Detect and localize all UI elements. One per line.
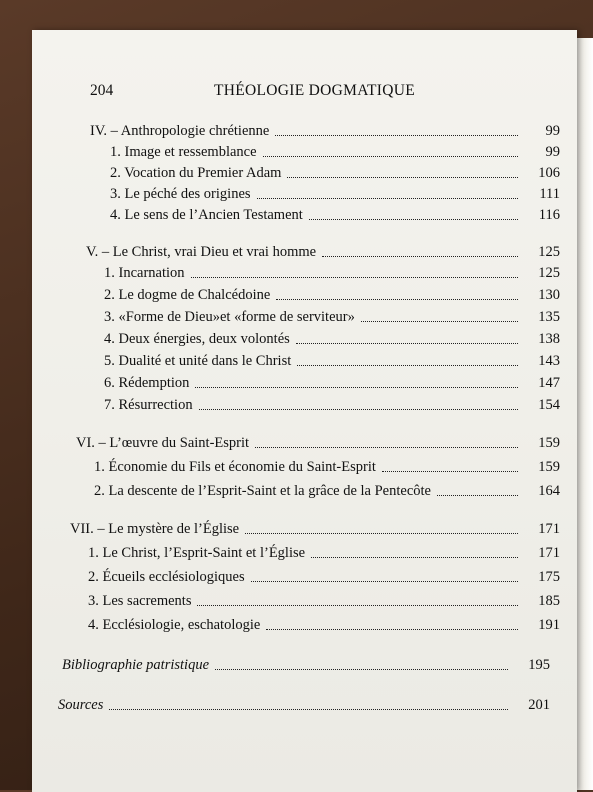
toc-entry-label: 2. Le dogme de Chalcédoine — [104, 287, 271, 303]
toc-entry-label: VII. – Le mystère de l’Église — [70, 521, 240, 537]
dot-leader — [255, 446, 518, 448]
toc-entry-label: 4. Le sens de l’Ancien Testament — [110, 207, 303, 223]
toc-entry-label: 5. Dualité et unité dans le Christ — [104, 353, 292, 369]
toc-entry-label: 3. «Forme de Dieu»et «forme de serviteur» — [104, 309, 355, 325]
toc-entry-label: 3. Le péché des origines — [110, 186, 251, 202]
toc-chapter-iv — [90, 122, 560, 140]
toc-item — [88, 592, 560, 610]
toc-entry-page: 195 — [528, 657, 550, 673]
toc-item — [110, 206, 560, 224]
toc-entry-page: 159 — [538, 459, 560, 475]
toc-entry-label: 2. Vocation du Premier Adam — [110, 165, 282, 181]
toc-entry-page: 171 — [538, 521, 560, 537]
toc-bibliography — [62, 656, 550, 674]
toc-entry-page: 154 — [538, 397, 560, 413]
toc-item — [110, 185, 560, 203]
toc-entry-page: 125 — [538, 244, 560, 260]
toc-entry-page: 106 — [538, 165, 560, 181]
toc-entry-label: 3. Les sacrements — [88, 593, 192, 609]
table-of-contents — [32, 30, 577, 792]
dot-leader — [263, 155, 518, 157]
dot-leader — [361, 320, 518, 322]
dot-leader — [297, 364, 518, 366]
toc-entry-label: 1. Image et ressemblance — [110, 144, 257, 160]
toc-entry-page: 143 — [538, 353, 560, 369]
dot-leader — [437, 494, 518, 496]
toc-entry-page: 175 — [538, 569, 560, 585]
toc-item — [94, 458, 560, 476]
dot-leader — [245, 532, 518, 534]
toc-item — [110, 164, 560, 182]
toc-entry-page: 125 — [538, 265, 560, 281]
toc-entry-page: 191 — [538, 617, 560, 633]
dot-leader — [275, 134, 518, 136]
toc-item — [110, 143, 560, 161]
toc-entry-page: 116 — [538, 207, 560, 223]
page-number: 204 — [90, 82, 114, 99]
dot-leader — [197, 604, 518, 606]
book-page — [32, 30, 577, 792]
toc-entry-page: 111 — [539, 186, 560, 202]
toc-entry-page: 201 — [528, 697, 550, 713]
toc-item — [94, 482, 560, 500]
dot-leader — [251, 580, 518, 582]
toc-item — [104, 330, 560, 348]
toc-item — [104, 264, 560, 282]
toc-chapter-vii — [70, 520, 560, 538]
dot-leader — [199, 408, 518, 410]
toc-entry-label: Bibliographie patristique — [62, 657, 210, 673]
toc-entry-label: 7. Résurrection — [104, 397, 193, 413]
dot-leader — [257, 197, 518, 199]
dot-leader — [287, 176, 518, 178]
dot-leader — [109, 708, 508, 710]
toc-entry-page: 185 — [538, 593, 560, 609]
toc-entry-label: 2. La descente de l’Esprit-Saint et la grâce de la Pentecôte — [94, 483, 431, 499]
dot-leader — [309, 218, 518, 220]
toc-item — [104, 286, 560, 304]
dot-leader — [215, 668, 508, 670]
toc-item — [104, 396, 560, 414]
toc-sources — [58, 696, 550, 714]
toc-entry-label: V. – Le Christ, vrai Dieu et vrai homme — [86, 244, 317, 260]
toc-item — [104, 308, 560, 326]
toc-item — [88, 568, 560, 586]
toc-entry-page: 135 — [538, 309, 560, 325]
dot-leader — [195, 386, 518, 388]
toc-item — [104, 374, 560, 392]
dot-leader — [382, 470, 518, 472]
toc-item — [88, 544, 560, 562]
toc-item — [104, 352, 560, 370]
toc-entry-page: 138 — [538, 331, 560, 347]
toc-chapter-v — [86, 243, 560, 261]
toc-entry-label: 2. Écueils ecclésiologiques — [88, 569, 245, 585]
toc-entry-page: 164 — [538, 483, 560, 499]
toc-entry-page: 147 — [538, 375, 560, 391]
dot-leader — [322, 255, 518, 257]
toc-entry-label: Sources — [58, 697, 104, 713]
toc-entry-label: 4. Ecclésiologie, eschatologie — [88, 617, 261, 633]
toc-entry-label: VI. – L’œuvre du Saint-Esprit — [76, 435, 250, 451]
toc-entry-label: 1. Économie du Fils et économie du Saint-Esprit — [94, 459, 376, 475]
dot-leader — [296, 342, 518, 344]
toc-entry-label: 6. Rédemption — [104, 375, 190, 391]
toc-entry-label: IV. – Anthropologie chrétienne — [90, 123, 270, 139]
toc-entry-label: 1. Incarnation — [104, 265, 185, 281]
toc-entry-page: 99 — [545, 123, 560, 139]
toc-entry-page: 99 — [545, 144, 560, 160]
toc-entry-label: 4. Deux énergies, deux volontés — [104, 331, 290, 347]
dot-leader — [191, 276, 518, 278]
dot-leader — [266, 628, 518, 630]
toc-entry-page: 159 — [538, 435, 560, 451]
toc-entry-page: 171 — [538, 545, 560, 561]
dot-leader — [276, 298, 518, 300]
toc-entry-label: 1. Le Christ, l’Esprit-Saint et l’Église — [88, 545, 306, 561]
dot-leader — [311, 556, 518, 558]
running-title: THÉOLOGIE DOGMATIQUE — [214, 82, 416, 99]
toc-item — [88, 616, 560, 634]
toc-entry-page: 130 — [538, 287, 560, 303]
toc-chapter-vi — [76, 434, 560, 452]
